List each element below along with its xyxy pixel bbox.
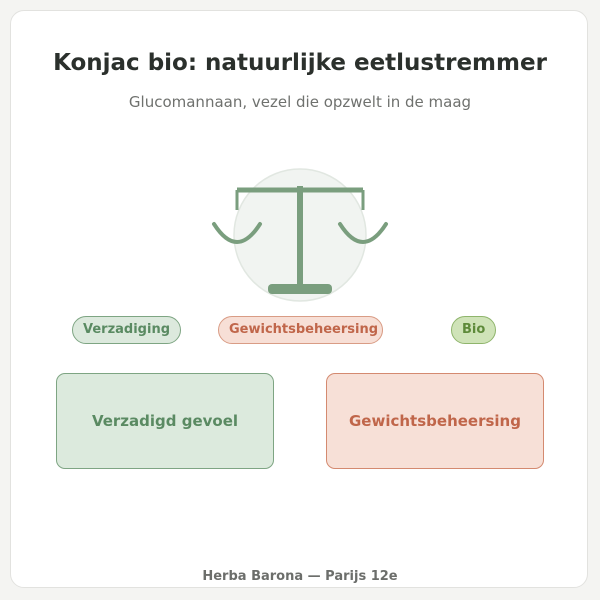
- box-verzadigd-gevoel: [56, 373, 274, 469]
- tag-bio: Bio: [451, 316, 496, 344]
- box-gewichtsbeheersing-label: Gewichtsbeheersing: [349, 412, 521, 430]
- page-subtitle: Glucomannaan, vezel die opzwelt in de maag: [128, 93, 472, 111]
- box-verzadigd-gevoel-label: Verzadigd gevoel: [91, 412, 239, 430]
- tag-gewichtsbeheersing: Gewichtsbeheersing: [218, 316, 383, 344]
- box-gewichtsbeheersing: [326, 373, 544, 469]
- balance-scale-icon: [200, 160, 400, 310]
- scale-base: [268, 284, 332, 294]
- tag-verzadiging: Verzadiging: [72, 316, 181, 344]
- page-title: Konjac bio: natuurlijke eetlustremmer: [53, 50, 547, 76]
- footer-text: Herba Barona — Parijs 12e: [202, 569, 398, 584]
